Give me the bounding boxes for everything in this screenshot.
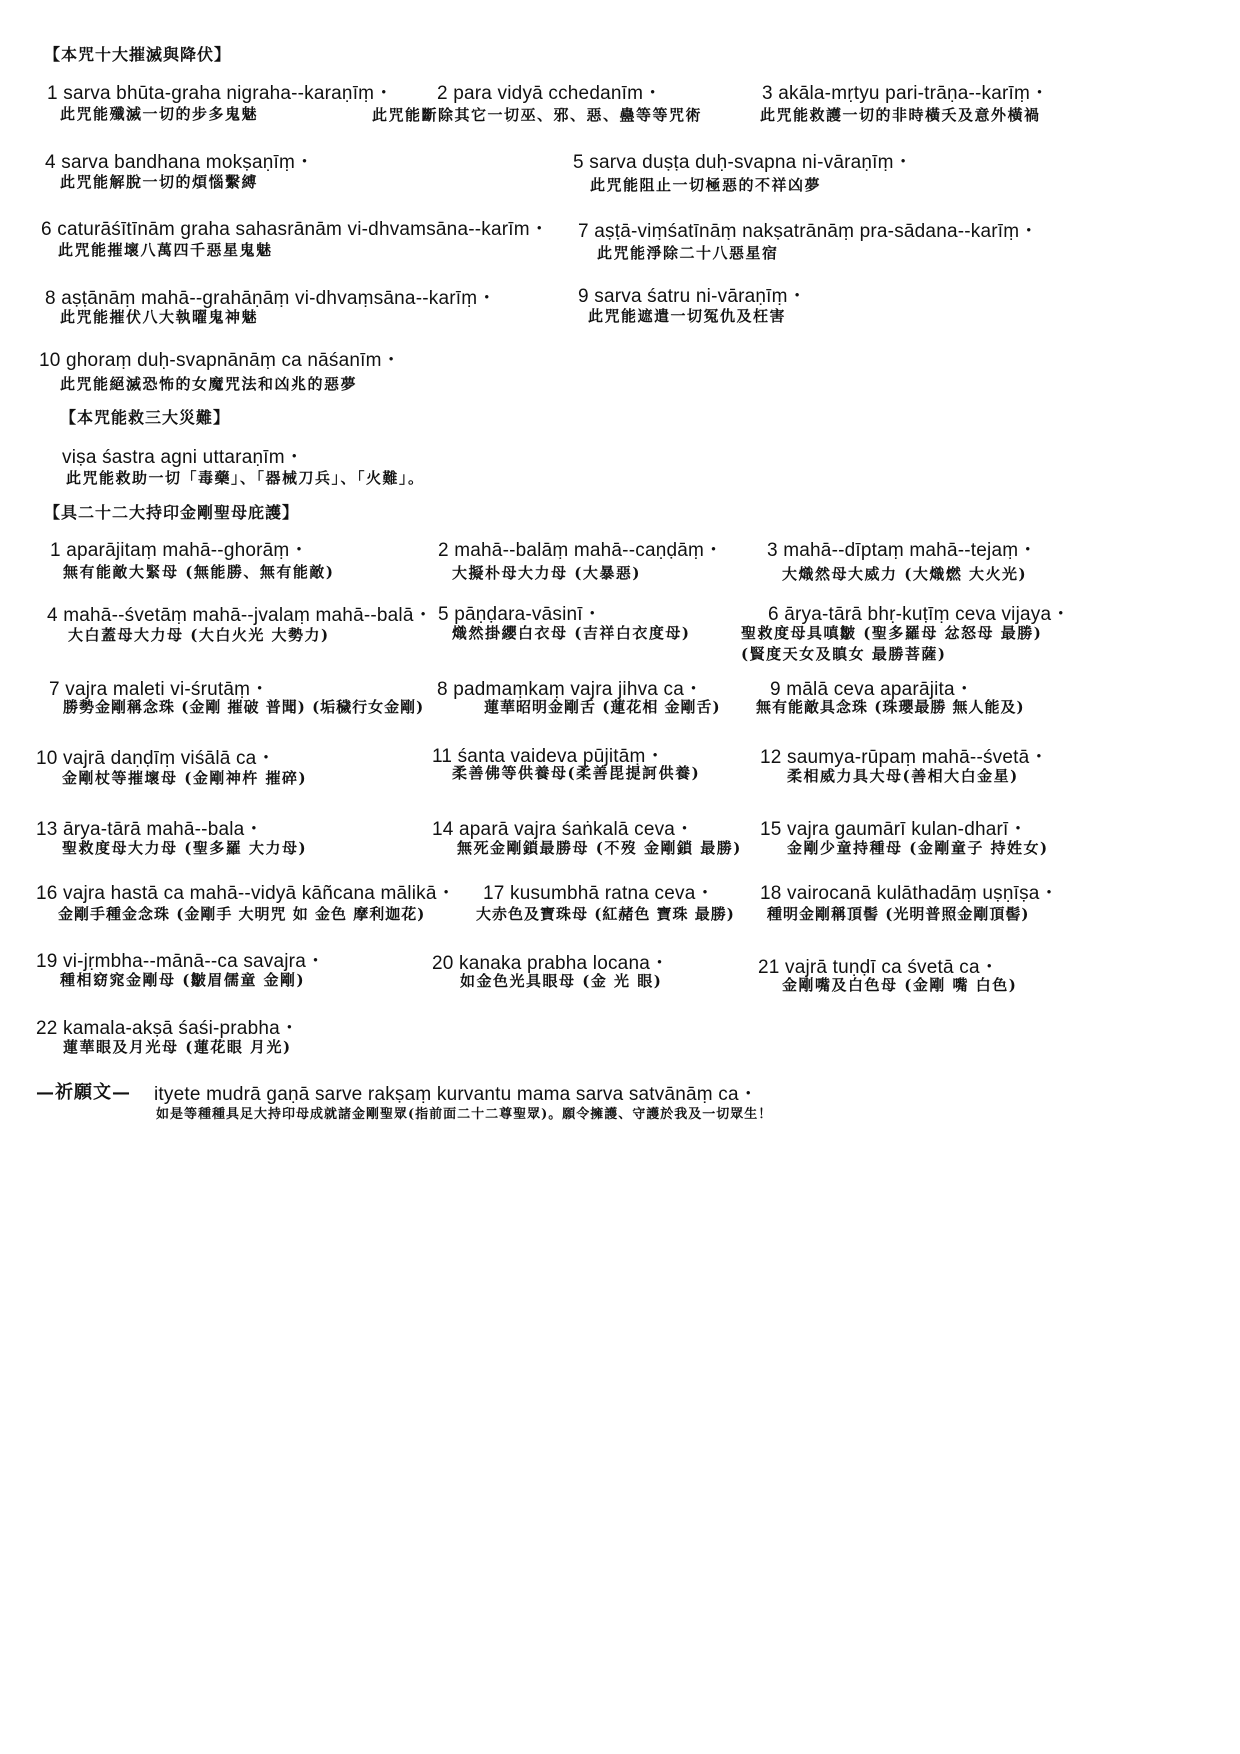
mantra-line: 10 ghoraṃ duḥ-svapnānāṃ ca nāśanīm・ [39, 350, 401, 371]
mantra-line: 9 sarva śatru ni-vāraṇīṃ・ [578, 286, 807, 307]
translation-line: 無有能敵具念珠 (珠瓔最勝 無人能及) [756, 698, 1025, 716]
translation-line: 蓮華眼及月光母 (蓮花眼 月光) [63, 1038, 292, 1056]
translation-line: 金剛手種金念珠 (金剛手 大明咒 如 金色 摩利迦花) [58, 905, 426, 923]
translation-line: 大赤色及寶珠母 (紅赭色 寶珠 最勝) [476, 905, 735, 923]
mantra-line: 2 mahā--balāṃ mahā--caṇḍāṃ・ [438, 540, 724, 561]
mantra-line: 4 mahā--śvetāṃ mahā--jvalaṃ mahā--balā・ [47, 605, 433, 626]
mantra-line: 3 akāla-mṛtyu pari-trāṇa--karīṃ・ [762, 83, 1050, 104]
mantra-line: 11 śanta vaideva pūjitāṃ・ [432, 746, 665, 767]
mantra-line: 14 aparā vajra śaṅkalā ceva・ [432, 819, 695, 840]
translation-line: 此咒能摧伏八大執曜鬼神魅 [60, 308, 259, 326]
prayer-translation: 如是等種種具足大持印母成就諸金剛聖眾(指前面二十二尊聖眾)。願令擁護、守護於我及一切眾生！ [156, 1107, 773, 1122]
prayer-label: —祈願文— [36, 1082, 131, 1103]
mantra-line: 20 kanaka prabha locana・ [432, 953, 670, 974]
mantra-line: 19 vi-jṛmbha--mānā--ca savajra・ [36, 951, 326, 972]
mantra-line: 2 para vidyā cchedanīm・ [437, 83, 663, 104]
mantra-line: 16 vajra hastā ca mahā--vidyā kāñcana mālikā・ [36, 883, 456, 904]
translation-line: 熾然掛纓白衣母 (吉祥白衣度母) [452, 624, 691, 642]
translation-line: 如金色光具眼母 (金 光 眼) [460, 972, 663, 990]
translation-line: 聖救度母具嗔皺 (聖多羅母 忿怒母 最勝) [741, 624, 1043, 642]
translation-line: 此咒能救助一切「毒藥」、「器械刀兵」、「火難」。 [66, 469, 425, 487]
mantra-line: 17 kusumbhā ratna ceva・ [483, 883, 715, 904]
translation-line: 此咒能遮遣一切冤仇及枉害 [588, 307, 787, 325]
mantra-line: viṣa śastra agni uttaraṇīm・ [62, 447, 304, 468]
mantra-line: 8 padmaṃkaṃ vajra jihva ca・ [437, 679, 704, 700]
mantra-line: 13 ārya-tārā mahā--bala・ [36, 819, 264, 840]
section-heading-ten-powers: 【本咒十大摧滅與降伏】 [44, 45, 232, 64]
translation-line: 蓮華昭明金剛舌 (蓮花相 金剛舌) [484, 698, 721, 716]
translation-line: 此咒能絕滅恐怖的女魔咒法和凶兆的惡夢 [60, 375, 358, 393]
mantra-line: 6 ārya-tārā bhṛ-kuṭīṃ ceva vijaya・ [768, 604, 1071, 625]
translation-line: 無有能敵大緊母 (無能勝、無有能敵) [63, 563, 335, 581]
translation-line: 金剛嘴及白色母 (金剛 嘴 白色) [782, 976, 1018, 994]
mantra-line: 22 kamala-akṣā śaśi-prabha・ [36, 1018, 300, 1039]
translation-line: 種相窈窕金剛母 (皺眉儒童 金剛) [60, 971, 306, 989]
translation-line: 聖救度母大力母 (聖多羅 大力母) [62, 839, 308, 857]
mantra-line: 5 sarva duṣṭa duḥ-svapna ni-vāraṇīṃ・ [573, 152, 913, 173]
translation-line: 種明金剛稱頂髻 (光明普照金剛頂髻) [767, 905, 1030, 923]
translation-line: 此咒能阻止一切極惡的不祥凶夢 [590, 176, 822, 194]
mantra-line: 9 mālā ceva aparājita・ [770, 679, 975, 700]
mantra-line: 15 vajra gaumārī kulan-dharī・ [760, 819, 1028, 840]
mantra-line: 10 vajrā daṇḍīṃ viśālā ca・ [36, 748, 276, 769]
prayer-mantra: ityete mudrā gaṇā sarve rakṣaṃ kurvantu mama sarva satvānāṃ ca・ [154, 1084, 758, 1105]
mantra-line: 3 mahā--dīptaṃ mahā--tejaṃ・ [767, 540, 1038, 561]
translation-line: 無死金剛鎖最勝母 (不歿 金剛鎖 最勝) [457, 839, 742, 857]
mantra-line: 18 vairocanā kulāthadāṃ uṣṇīṣa・ [760, 883, 1059, 904]
mantra-line: 6 caturāśītīnām graha sahasrānām vi-dhvamsāna--karīm・ [41, 219, 549, 240]
translation-line: 此咒能斷除其它一切巫、邪、惡、蠱等等咒術 [372, 106, 703, 124]
mantra-line: 7 aṣṭā-viṃśatīnāṃ nakṣatrānāṃ pra-sādana--karīṃ・ [578, 221, 1039, 242]
translation-line: 此咒能殲滅一切的步多鬼魅 [60, 105, 259, 123]
translation-line: 此咒能解脫一切的煩惱繫縛 [60, 173, 259, 191]
translation-line: 金剛杖等摧壞母 (金剛神杵 摧碎) [62, 769, 308, 787]
translation-line: 柔善佛等供養母(柔善毘提訶供養) [452, 764, 701, 782]
mantra-line: 21 vajrā tuṇḍī ca śvetā ca・ [758, 957, 999, 978]
mantra-line: 12 saumya-rūpaṃ mahā--śvetā・ [760, 747, 1049, 768]
translation-line: (賢度天女及瞋女 最勝菩薩) [741, 645, 947, 663]
mantra-line: 1 sarva bhūta-graha nigraha--karaṇīṃ・ [47, 83, 394, 104]
translation-line: 柔相威力具大母(善相大白金星) [787, 767, 1019, 785]
mantra-line: 7 vajra maleti vi-śrutāṃ・ [49, 679, 270, 700]
translation-line: 勝勢金剛稱念珠 (金剛 摧破 普聞) (垢穢行女金剛) [63, 698, 425, 716]
section-heading-twenty-two-mothers: 【具二十二大持印金剛聖母庇護】 [44, 503, 300, 522]
translation-line: 此咒能救護一切的非時橫夭及意外橫禍 [760, 106, 1041, 124]
translation-line: 金剛少童持種母 (金剛童子 持姓女) [787, 839, 1049, 857]
mantra-line: 8 aṣṭānāṃ mahā--grahāṇāṃ vi-dhvaṃsāna--karīṃ・ [45, 288, 497, 309]
mantra-line: 4 sarva bandhana mokṣaṇīṃ・ [45, 152, 315, 173]
translation-line: 大熾然母大威力 (大熾燃 大火光) [782, 565, 1028, 583]
translation-line: 此咒能摧壞八萬四千惡星鬼魅 [58, 241, 273, 259]
translation-line: 此咒能淨除二十八惡星宿 [597, 244, 779, 262]
mantra-line: 5 pāṇḍara-vāsinī・ [438, 604, 602, 625]
translation-line: 大擬朴母大力母 (大暴惡) [452, 564, 641, 582]
translation-line: 大白蓋母大力母 (大白火光 大勢力) [68, 626, 330, 644]
section-heading-three-calamities: 【本咒能救三大災難】 [60, 408, 231, 427]
mantra-line: 1 aparājitaṃ mahā--ghorāṃ・ [50, 540, 309, 561]
